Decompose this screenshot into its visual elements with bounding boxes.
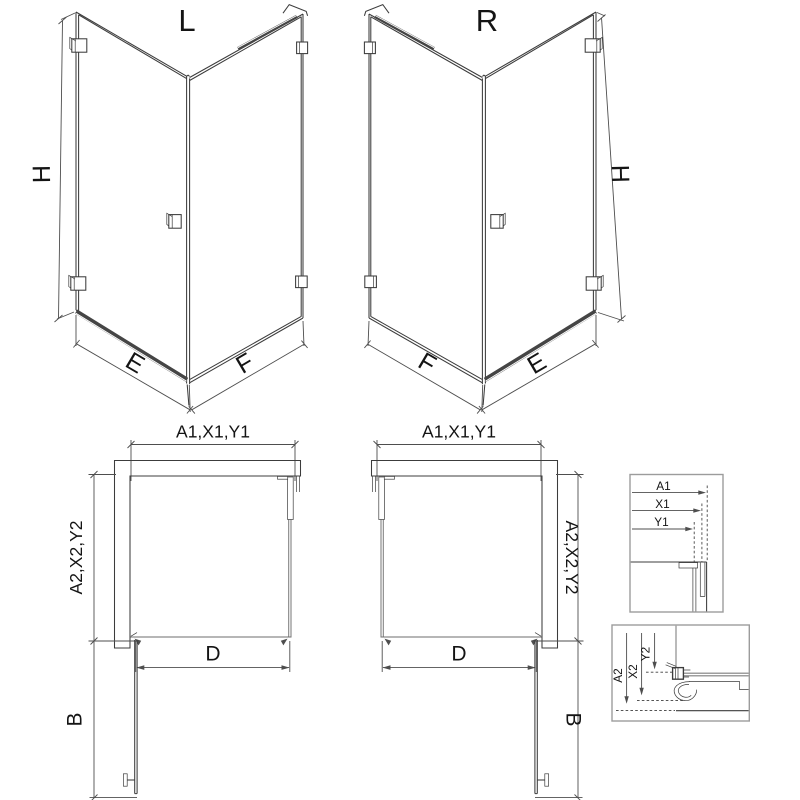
- detail-wall-profile: [630, 475, 723, 613]
- plan-left-top-label: A1,X1,Y1: [176, 421, 250, 442]
- detail2-y2-label: Y2: [638, 646, 653, 662]
- dim-f-left-label: F: [231, 347, 259, 380]
- plan-left-d-label: D: [205, 642, 221, 666]
- plan-left-side-label: A2,X2,Y2: [66, 520, 86, 595]
- detail2-tray-section: [674, 673, 748, 711]
- plan-right-side-label: A2,X2,Y2: [562, 520, 582, 595]
- detail2-y2-arrowhead: [652, 662, 656, 670]
- detail2-glass-clamp: [666, 663, 691, 680]
- dim-h-left-label: H: [27, 164, 57, 184]
- detail1-wall-lines: [631, 562, 707, 611]
- detail1-y1-label: Y1: [654, 515, 669, 530]
- plan-right-d-label: D: [451, 642, 467, 666]
- view-3d-left: [28, 3, 308, 414]
- view-left-label: L: [178, 3, 196, 38]
- detail1-x1-arrowhead: [693, 508, 701, 512]
- view-3d-right-geometry: [364, 5, 603, 406]
- detail1-a1-arrowhead: [698, 490, 706, 494]
- dim-e-left-label: E: [120, 346, 150, 380]
- detail1-a1-label: A1: [656, 478, 671, 493]
- detail1-glass-and-profile: [693, 563, 705, 612]
- dim-f-right: [364, 321, 483, 414]
- plan-view-right-geometry: [372, 440, 584, 800]
- detail1-profile-flange: [679, 563, 698, 568]
- view-right-label: R: [475, 3, 499, 38]
- plan-right-top-label: A1,X1,Y1: [422, 421, 496, 442]
- dim-h-right-label: H: [605, 164, 635, 184]
- plan-right-b-label: B: [561, 712, 585, 727]
- dim-e-left: [73, 315, 193, 414]
- detail1-y1-arrowhead: [685, 527, 693, 531]
- detail2-x2-arrowhead: [639, 688, 643, 696]
- detail2-a2-label: A2: [611, 668, 625, 683]
- detail1-x1-label: X1: [655, 496, 670, 511]
- detail2-x2-label: X2: [626, 664, 640, 679]
- detail1-reference-dashes: [694, 486, 707, 563]
- detail2-a2-arrowhead: [624, 696, 628, 704]
- dim-e-right-label: E: [522, 347, 552, 380]
- detail-wall-profile-frame: [630, 475, 723, 613]
- detail-tray-profile: [611, 625, 749, 721]
- dim-f-left: [189, 321, 308, 414]
- plan-view-left: [64, 422, 301, 800]
- plan-left-b-label: B: [63, 712, 87, 727]
- dim-h-left: [28, 13, 75, 322]
- dim-f-right-label: F: [413, 347, 441, 380]
- dim-e-right: [479, 315, 599, 414]
- view-3d-right: [364, 3, 634, 414]
- plan-view-right: [372, 422, 585, 800]
